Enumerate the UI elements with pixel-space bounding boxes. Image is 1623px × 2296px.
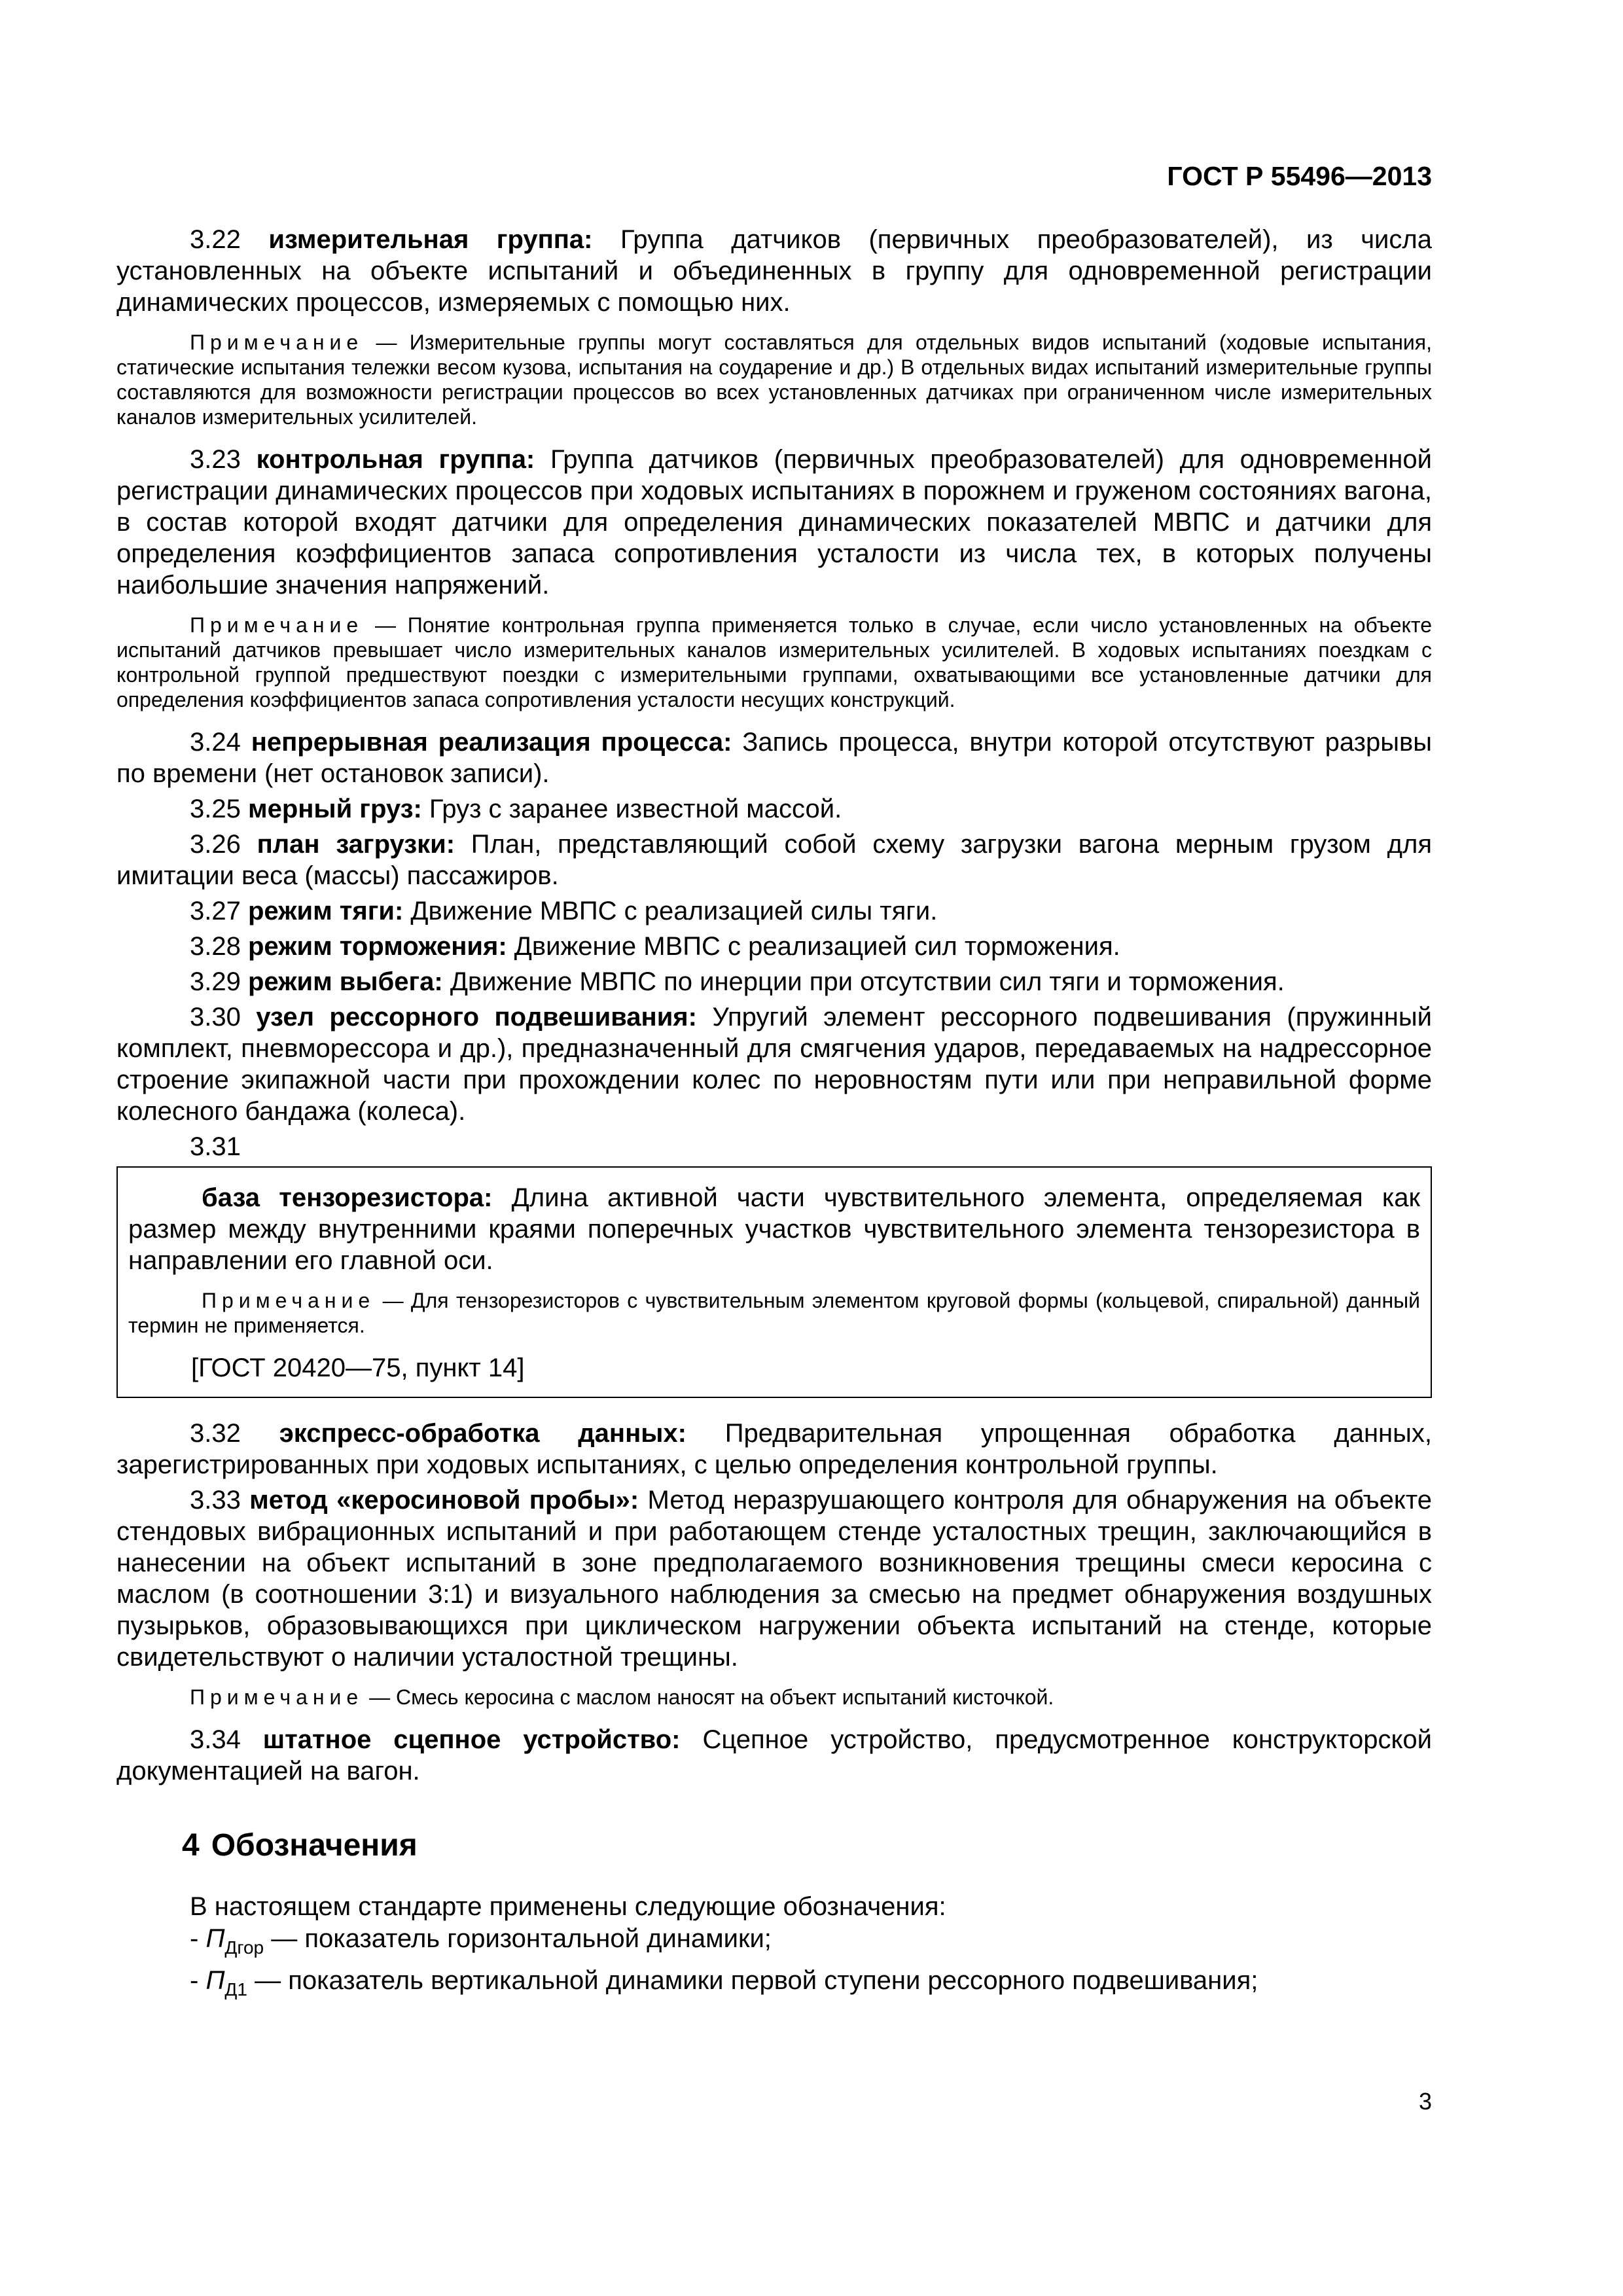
clause-3-25 (116, 793, 1432, 825)
designation-item (116, 1964, 1432, 2006)
clause-number: 3.34 (190, 1725, 241, 1754)
clause-definition: Запись процесса, внутри которой отсутствуют разрывы по времени (нет остановок записи). (116, 728, 1432, 788)
clause-term: экспресс-обработка данных: (279, 1419, 687, 1448)
clause-term: метод «керосиновой пробы»: (249, 1486, 639, 1515)
note-3-22 (116, 330, 1432, 429)
clause-3-34 (116, 1724, 1432, 1787)
symbol-subscript: Д1 (224, 1979, 247, 2000)
clause-3-26 (116, 829, 1432, 891)
clause-term: режим выбега: (247, 967, 443, 996)
clause-definition: Длина активной части чувствительного элемента, определяемая как размер между внутренними краями поперечных участков чувствительного элемента тензорезистора в направлении его главной оси. (128, 1183, 1420, 1275)
symbol: П (205, 1966, 225, 1995)
clause-3-32 (116, 1418, 1432, 1480)
clause-number: 3.32 (190, 1419, 241, 1448)
clause-3-29 (116, 966, 1432, 997)
section-number: 4 (182, 1828, 200, 1863)
clause-number-3-31: 3.31 (190, 1132, 241, 1161)
clause-number: 3.23 (190, 445, 241, 474)
note-text: — Для тензорезисторов с чувствительным элементом круговой формы (кольцевой, спиральной) данный термин не применяется. (128, 1289, 1421, 1337)
document-body (116, 224, 1432, 2006)
clause-term: непрерывная реализация процесса: (251, 728, 732, 757)
note-label: Примечание (190, 613, 364, 637)
document-header: ГОСТ Р 55496—2013 (1167, 161, 1432, 191)
designation-item (116, 1922, 1432, 1964)
clause-term: мерный груз: (247, 795, 422, 823)
designations-intro: В настоящем стандарте применены следующие обозначения: (190, 1892, 946, 1921)
symbol-subscript: Дгор (224, 1937, 264, 1958)
clause-number: 3.24 (190, 728, 241, 757)
note-3-33 (116, 1685, 1432, 1710)
clause-definition: Сцепное устройство, предусмотренное конструкторской документацией на вагон. (116, 1725, 1432, 1785)
clause-number: 3.29 (190, 967, 241, 996)
note-3-31 (128, 1288, 1420, 1338)
symbol: П (205, 1924, 225, 1953)
note-3-23 (116, 613, 1432, 712)
note-text: — Измерительные группы могут составляться для отдельных видов испытаний (ходовые испытания, статические испытания тележки весом кузова, испытания на соударение и др.) В отдельных видах испытаний измерительные группы составляются для возможности регистрации процессов во всех установленных датчиках при ограниченном числе измерительных каналов измерительных усилителей. (116, 331, 1433, 429)
note-text: — Понятие контрольная группа применяется только в случае, если число установленных на объекте испытаний датчиков превышает число измерительных каналов измерительных усилителей. В ходовых испытаниях поездкам с контрольной группой предшествуют поездки с измерительными группами, охватывающими все установленные датчики для определения коэффициентов запаса сопротивления усталости несущих конструкций. (116, 613, 1433, 711)
clause-3-22 (116, 224, 1432, 318)
clause-term: измерительная группа: (268, 225, 593, 254)
quoted-definition-box (116, 1166, 1432, 1398)
clause-definition: Группа датчиков (первичных преобразователей) для одновременной регистрации динамических процессов при ходовых испытаниях в порожнем и груженом состояниях вагона, в состав которой входят датчики для определения динамических показателей МВПС и датчики для определения коэффициентов запаса сопротивления усталости из числа тех, в которых получены наибольшие значения напряжений. (116, 445, 1432, 600)
clause-3-31 (128, 1182, 1420, 1276)
clause-term: база тензорезистора: (202, 1183, 493, 1212)
clause-3-28 (116, 931, 1432, 962)
section-4-heading (116, 1827, 1432, 1863)
clause-term: узел рессорного подвешивания: (256, 1003, 697, 1031)
clause-number: 3.22 (190, 225, 241, 254)
clause-3-23 (116, 444, 1432, 601)
clause-definition: План, представляющий собой схему загрузки вагона мерным грузом для имитации веса (массы) пассажиров. (116, 830, 1432, 890)
clause-number: 3.25 (190, 795, 241, 823)
clause-definition: Упругий элемент рессорного подвешивания (пружинный комплект, пневморессора и др.), предназначенный для смягчения ударов, передаваемых на надрессорное строение экипажной части при прохождении колес по неровностям пути или при неправильной форме колесного бандажа (колеса). (116, 1003, 1432, 1126)
note-label: Примечание (202, 1289, 376, 1312)
list-dash: - (190, 1966, 206, 1995)
note-text: — Смесь керосина с маслом наносят на объект испытаний кисточкой. (369, 1685, 1054, 1709)
clause-term: режим торможения: (247, 932, 507, 961)
clause-definition: Группа датчиков (первичных преобразователей), из числа установленных на объекте испытаний и объединенных в группу для одновременной регистрации динамических процессов, измеряемых с помощью них. (116, 225, 1432, 317)
page-number: 3 (1418, 2088, 1432, 2115)
clause-definition: Предварительная упрощенная обработка данных, зарегистрированных при ходовых испытаниях, с целью определения контрольной группы. (116, 1419, 1432, 1479)
clause-3-30 (116, 1001, 1432, 1127)
source-reference: [ГОСТ 20420—75, пункт 14] (191, 1354, 525, 1382)
clause-term: контрольная группа: (256, 445, 535, 474)
clause-3-27 (116, 895, 1432, 927)
clause-term: штатное сцепное устройство: (262, 1725, 681, 1754)
clause-definition: Движение МВПС с реализацией сил торможения. (514, 932, 1120, 961)
section-title: Обозначения (211, 1828, 418, 1863)
note-label: Примечание (190, 1685, 364, 1709)
clause-definition: Движение МВПС с реализацией силы тяги. (410, 897, 938, 925)
clause-definition: Метод неразрушающего контроля для обнаружения на объекте стендовых вибрационных испытаний и при работающем стенде усталостных трещин, заключающийся в нанесении на объект испытаний в зоне предполагаемого возникновения трещины смеси керосина с маслом (в соотношении 3:1) и визуального наблюдения за смесью на предмет обнаружения воздушных пузырьков, образовывающихся при циклическом нагружении объекта испытаний на стенде, которые свидетельствуют о наличии усталостной трещины. (116, 1486, 1432, 1672)
clause-number: 3.27 (190, 897, 241, 925)
clause-number: 3.33 (190, 1486, 241, 1515)
designation-text: — показатель вертикальной динамики первой ступени рессорного подвешивания; (247, 1966, 1258, 1995)
clause-definition: Груз с заранее известной массой. (429, 795, 842, 823)
clause-definition: Движение МВПС по инерции при отсутствии сил тяги и торможения. (450, 967, 1285, 996)
clause-term: план загрузки: (257, 830, 455, 859)
note-label: Примечание (190, 331, 364, 354)
list-dash: - (190, 1924, 206, 1953)
clause-term: режим тяги: (247, 897, 404, 925)
clause-number: 3.30 (190, 1003, 241, 1031)
clause-3-33 (116, 1484, 1432, 1673)
clause-number: 3.28 (190, 932, 241, 961)
designation-text: — показатель горизонтальной динамики; (264, 1924, 772, 1953)
clause-3-24 (116, 726, 1432, 789)
clause-number: 3.26 (190, 830, 241, 859)
